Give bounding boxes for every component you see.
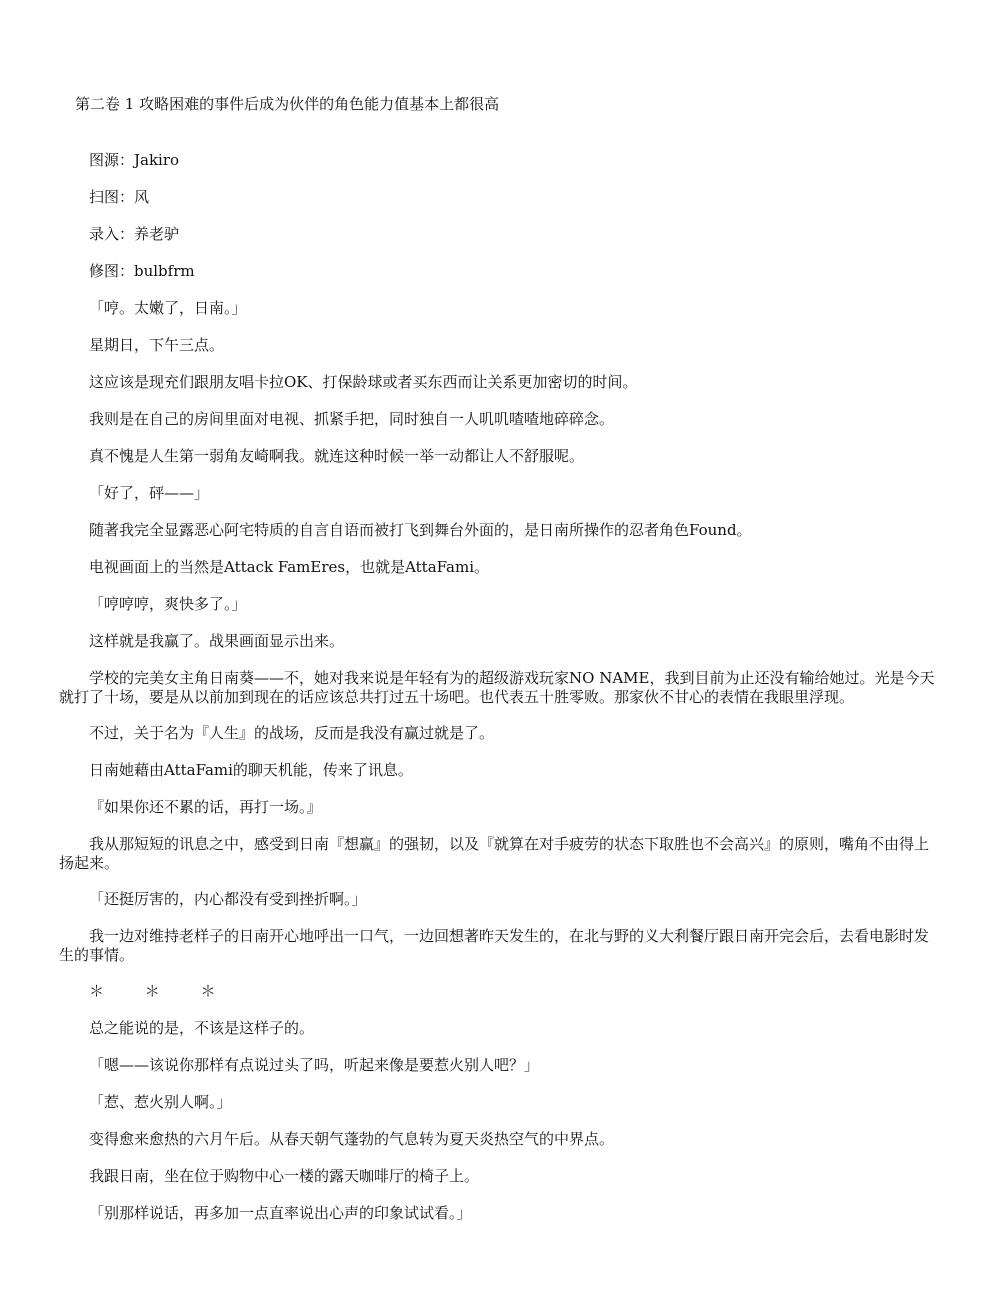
- credit-typing: 录入：养老驴: [89, 225, 180, 243]
- paragraph: 「还挺厉害的，内心都没有受到挫折啊。」: [89, 890, 367, 908]
- paragraph: 我从那短短的讯息之中，感受到日南『想赢』的强韧，以及『就算在对手疲劳的状态下取胜也不会高兴』的原则，嘴角不由得上扬起来。: [59, 835, 930, 872]
- credit-scan: 扫图：风: [89, 188, 150, 206]
- paragraph: 这样就是我赢了。战果画面显示出来。: [89, 632, 345, 650]
- paragraph: 「哼哼哼，爽快多了。」: [89, 595, 247, 613]
- paragraph: 这应该是现充们跟朋友唱卡拉OK、打保龄球或者买东西而让关系更加密切的时间。: [89, 373, 638, 391]
- credit-editing: 修图：bulbfrm: [89, 262, 195, 280]
- paragraph: 随著我完全显露恶心阿宅特质的自言自语而被打飞到舞台外面的，是日南所操作的忍者角色Found。: [89, 521, 752, 539]
- paragraph: 「嗯——该说你那样有点说过头了吗，听起来像是要惹火别人吧？」: [89, 1056, 540, 1074]
- paragraph: 我则是在自己的房间里面对电视、抓紧手把，同时独自一人叽叽喳喳地碎碎念。: [89, 410, 615, 428]
- paragraph: 学校的完美女主角日南葵——不，她对我来说是年轻有为的超级游戏玩家NO NAME，我到目前为止还没有输给她过。光是今天就打了十场，要是从以前加到现在的话应该总共打过五十场吧。也代表五十胜零败。那家伙不甘心的表情在我眼里浮现。: [59, 669, 935, 706]
- chapter-title: 第二卷 1 攻略困难的事件后成为伙伴的角色能力值基本上都很高: [75, 95, 500, 113]
- paragraph: 变得愈来愈热的六月午后。从春天朝气蓬勃的气息转为夏天炎热空气的中界点。: [89, 1130, 615, 1148]
- paragraph: 「惹、惹火别人啊。」: [89, 1093, 232, 1111]
- paragraph: 『如果你还不累的话，再打一场。』: [89, 798, 322, 816]
- paragraph: 星期日，下午三点。: [89, 336, 225, 354]
- paragraph: 「好了，砰——」: [89, 484, 210, 502]
- paragraph: 总之能说的是，不该是这样子的。: [89, 1019, 315, 1037]
- paragraph: 我跟日南，坐在位于购物中心一楼的露天咖啡厅的椅子上。: [89, 1167, 480, 1185]
- paragraph: 我一边对维持老样子的日南开心地呼出一口气，一边回想著昨天发生的，在北与野的义大利餐厅跟日南开完会后，去看电影时发生的事情。: [59, 927, 930, 964]
- paragraph: 不过，关于名为『人生』的战场，反而是我没有赢过就是了。: [89, 724, 495, 742]
- paragraph: 日南她藉由AttaFami的聊天机能，传来了讯息。: [89, 761, 413, 779]
- scene-break: ＊ ＊ ＊: [89, 982, 234, 1000]
- credit-image-source: 图源：Jakiro: [89, 151, 180, 169]
- paragraph: 真不愧是人生第一弱角友崎啊我。就连这种时候一举一动都让人不舒服呢。: [89, 447, 585, 465]
- paragraph: 电视画面上的当然是Attack FamEres，也就是AttaFami。: [89, 558, 489, 576]
- paragraph: 「别那样说话，再多加一点直率说出心声的印象试试看。」: [89, 1204, 472, 1222]
- paragraph: 「哼。太嫩了，日南。」: [89, 299, 247, 317]
